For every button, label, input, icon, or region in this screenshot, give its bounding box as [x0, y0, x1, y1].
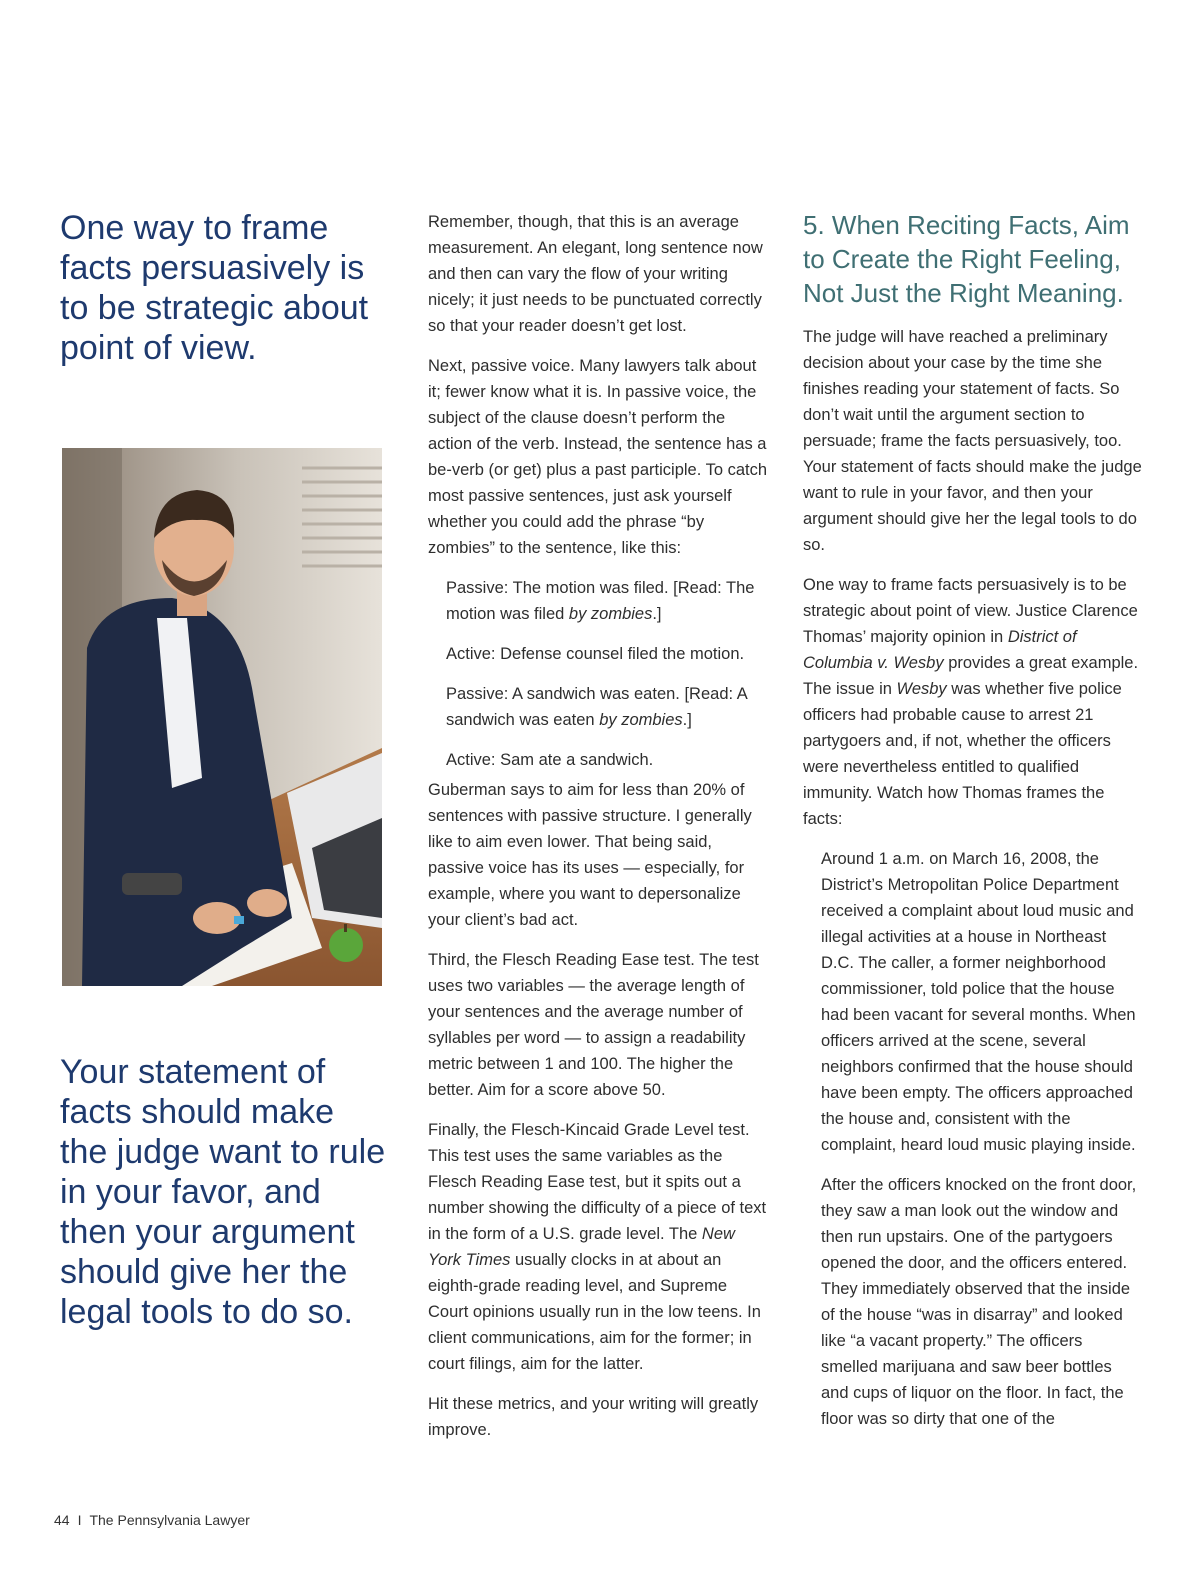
- block-quote: [821, 846, 1143, 1432]
- paragraph: One way to frame facts persuasively is to be strategic about point of view. Justice Clarence Thomas’ majority opinion in District of Columbia v. Wesby provides a great example. The issue in Wesby was whether five police officers had probable cause to arrest 21 partygoers and, if not, whether the officers were nevertheless entitled to qualified immunity. Watch how Thomas frames the facts:: [803, 576, 1139, 828]
- example-passive-2: Passive: A sandwich was eaten. [Read: A sandwich was eaten by zombies.]: [446, 685, 747, 729]
- example-active-2: Active: Sam ate a sandwich.: [446, 751, 654, 769]
- photo-lawyer-writing: [62, 448, 382, 986]
- page-number: 44: [54, 1512, 70, 1528]
- section-heading: 5. When Reciting Facts, Aim to Create the Right Feeling, Not Just the Right Meaning.: [803, 210, 1130, 308]
- example-active-1: Active: Defense counsel filed the motion.: [446, 645, 745, 663]
- paragraph: Finally, the Flesch-Kincaid Grade Level test. This test uses the same variables as the Flesch Reading Ease test, but it spits out a number showing the difficulty of a piece of text in the form of a U.S. grade level. The New York Times usually clocks in at about an eighth-grade reading level, and Supreme Court opinions usually run in the low teens. In client communications, aim for the former; in court filings, aim for the latter.: [428, 1121, 767, 1373]
- paragraph: Next, passive voice. Many lawyers talk about it; fewer know what it is. In passive voice, the subject of the clause doesn’t perform the action of the verb. Instead, the sentence has a be-verb (or get) plus a past participle. To catch most passive sentences, just ask yourself whether you could add the phrase “by zombies” to the sentence, like this:: [428, 357, 768, 557]
- paragraph: Hit these metrics, and your writing will greatly improve.: [428, 1395, 759, 1439]
- body-column-right: [803, 208, 1143, 1446]
- publication-name: The Pennsylvania Lawyer: [89, 1512, 250, 1528]
- paragraph: Remember, though, that this is an average measurement. An elegant, long sentence now and then can vary the flow of your writing nicely; it just needs to be punctuated correctly so that your reader doesn’t get lost.: [428, 213, 763, 335]
- paragraph: Third, the Flesch Reading Ease test. The test uses two variables — the average length of your sentences and the average number of syllables per word — to assign a readability metric between 1 and 100. The higher the better. Aim for a score above 50.: [428, 951, 759, 1099]
- pull-quote-point-of-view: One way to frame facts persuasively is to be strategic about point of view.: [60, 209, 369, 367]
- pull-quote-statement-of-facts: Your statement of facts should make the judge want to rule in your favor, and then your argument should give her the legal tools to do so.: [60, 1053, 386, 1331]
- photo-illustration: [62, 448, 382, 986]
- quote-paragraph: Around 1 a.m. on March 16, 2008, the District’s Metropolitan Police Department received a complaint about loud music and illegal activities at a house in Northeast D.C. The caller, a former neighborhood commissioner, told police that the house had been vacant for several months. When officers arrived at the scene, several neighbors confirmed that the house should have been empty. The officers approached the house and, consistent with the complaint, heard loud music playing inside.: [821, 850, 1136, 1154]
- example-passive-1: Passive: The motion was filed. [Read: The motion was filed by zombies.]: [446, 579, 755, 623]
- footer-separator: I: [77, 1512, 82, 1528]
- page-footer: [54, 1512, 250, 1528]
- body-column-middle: [428, 209, 768, 1457]
- paragraph: The judge will have reached a preliminary decision about your case by the time she finishes reading your statement of facts. So don’t wait until the argument section to persuade; frame the facts persuasively, too. Your statement of facts should make the judge want to rule in your favor, and then your argument should give her the legal tools to do so.: [803, 328, 1142, 554]
- paragraph: Guberman says to aim for less than 20% of sentences with passive structure. I generally like to aim even lower. That being said, passive voice has its uses — especially, for example, where you want to depersonalize your client’s bad act.: [428, 781, 752, 929]
- quote-paragraph: After the officers knocked on the front door, they saw a man look out the window and then run upstairs. One of the partygoers opened the door, and the officers entered. They immediately observed that the inside of the house “was in disarray” and looked like “a vacant property.” The officers smelled marijuana and saw beer bottles and cups of liquor on the floor. In fact, the floor was so dirty that one of the: [821, 1176, 1137, 1428]
